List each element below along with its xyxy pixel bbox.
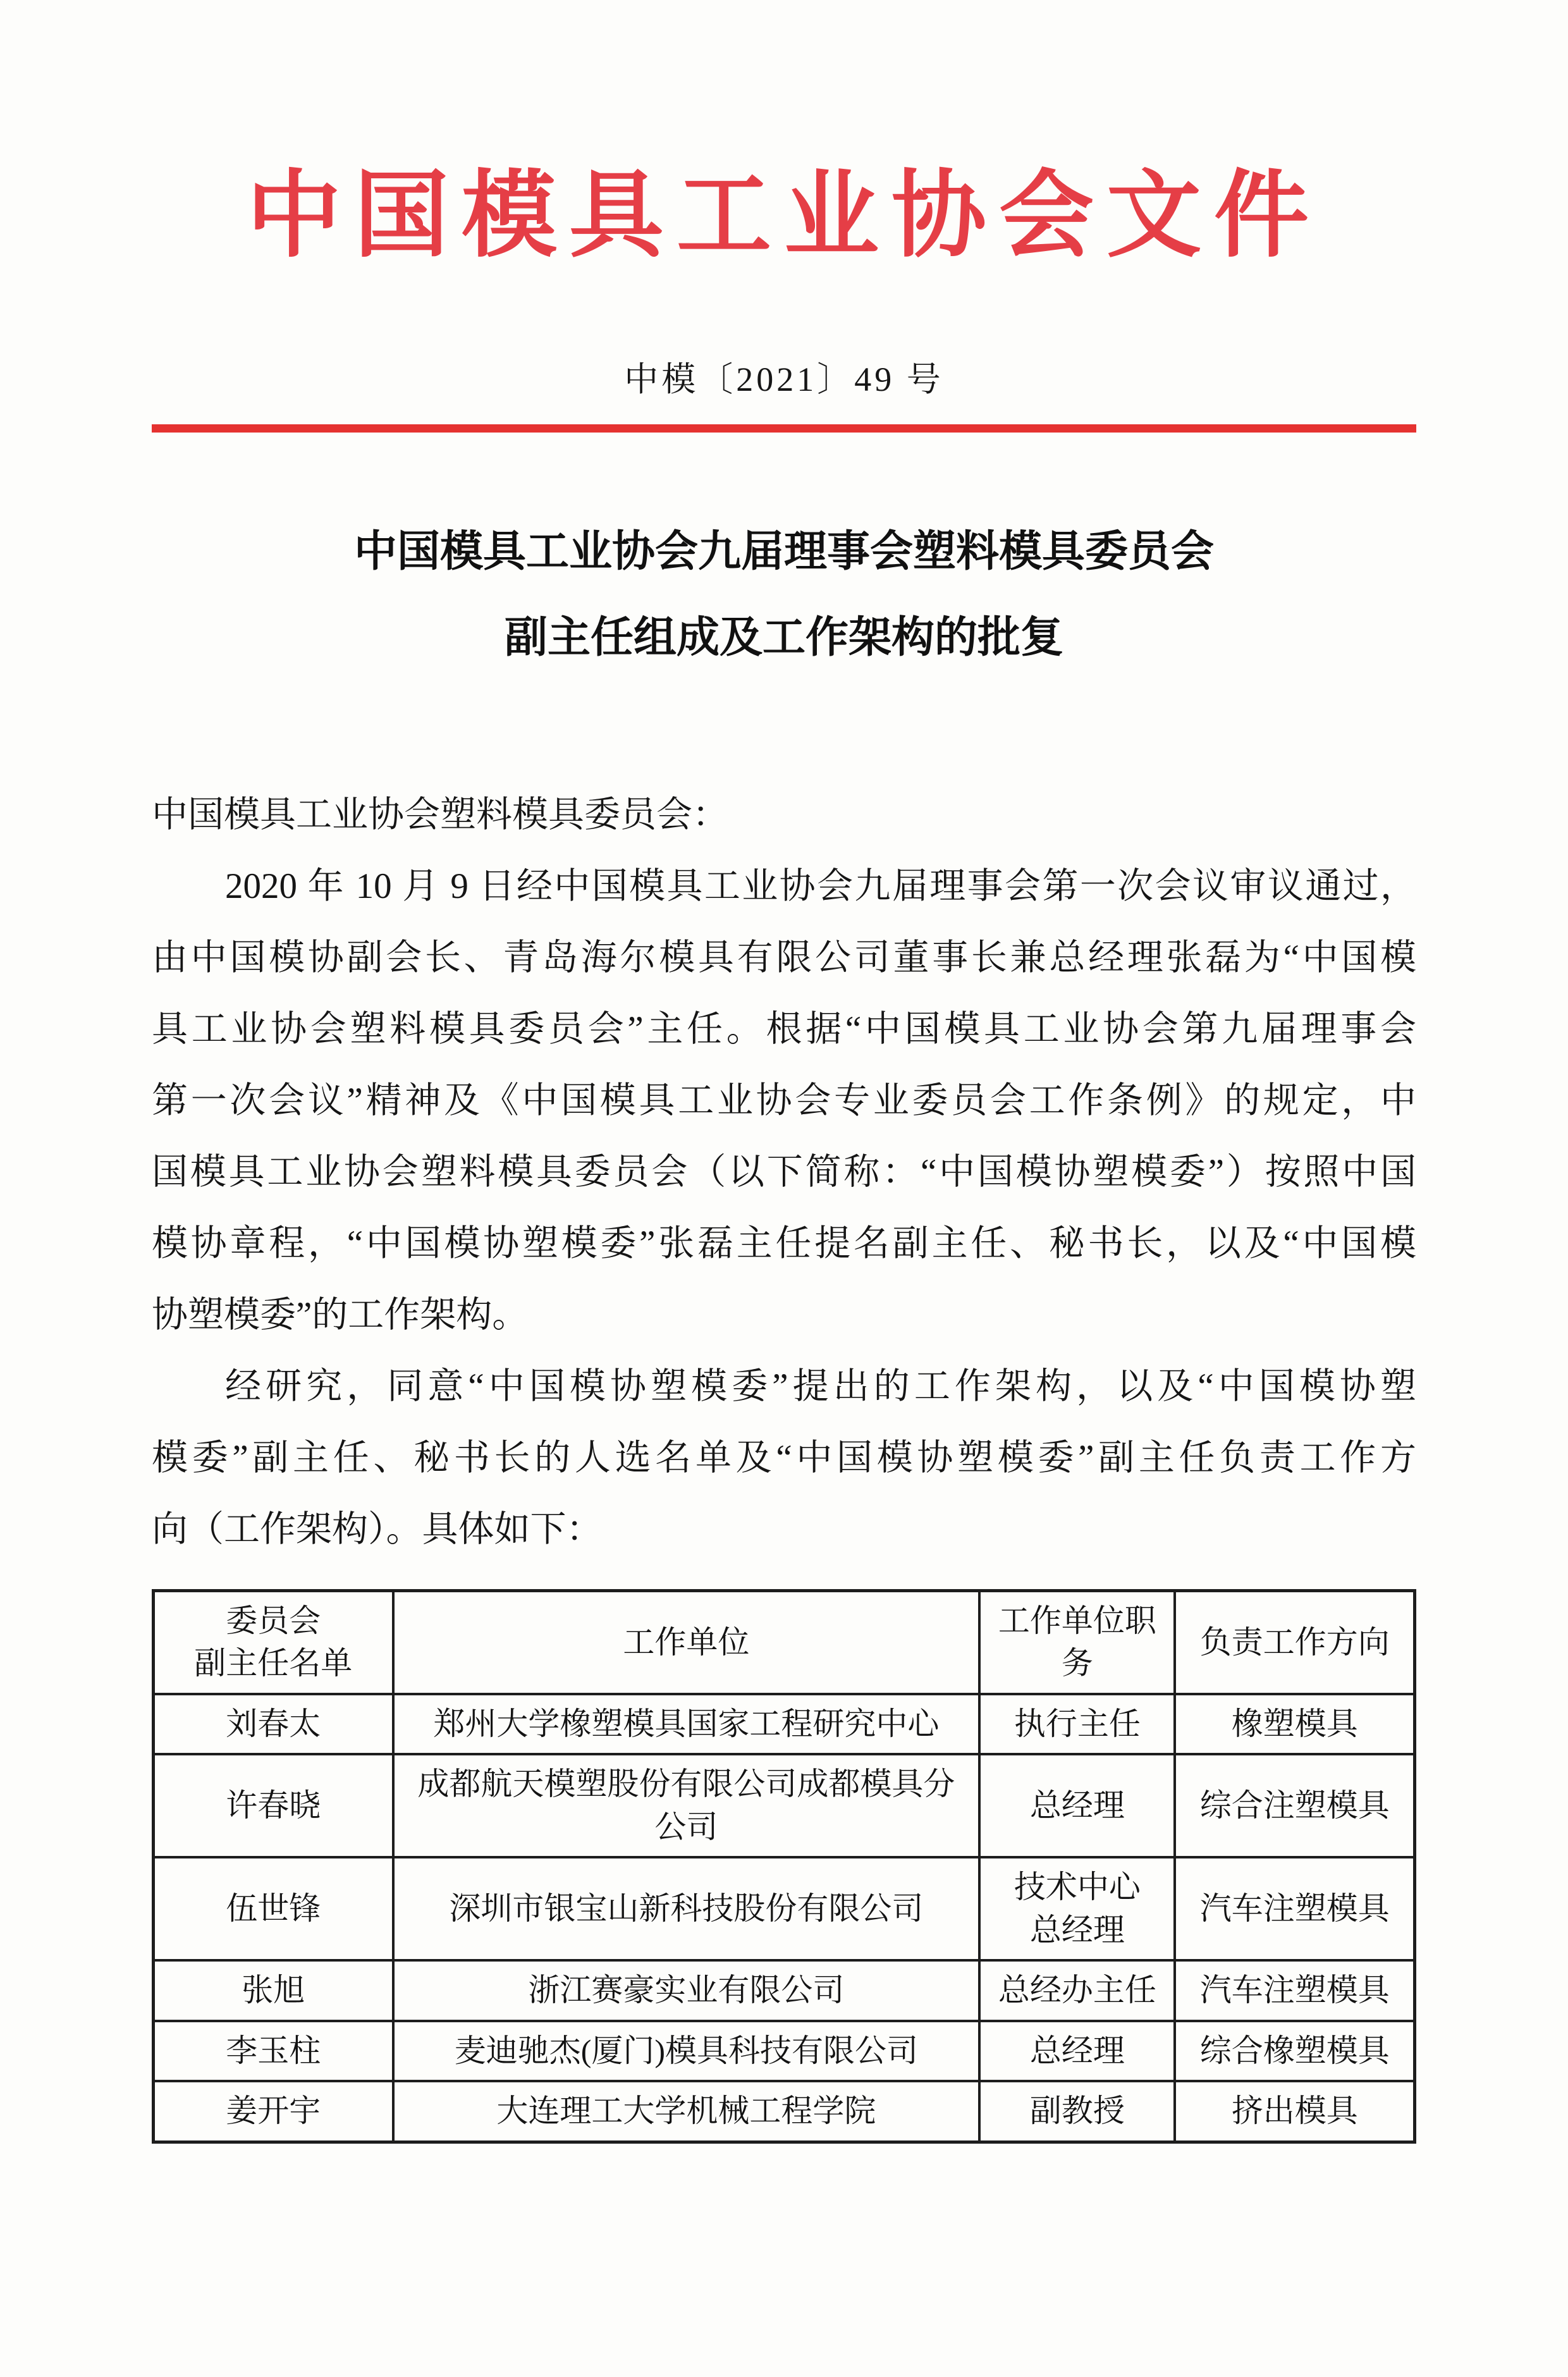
cell-direction: 汽车注塑模具: [1175, 1960, 1414, 2021]
committee-table: [152, 1589, 1416, 2144]
cell-name: 伍世锋: [154, 1857, 393, 1960]
cell-name: 姜开宇: [154, 2081, 393, 2142]
cell-position: 总经理: [979, 2021, 1175, 2082]
body-line: 协塑模委”的工作架构。: [152, 1294, 529, 1335]
cell-workunit: 深圳市银宝山新科技股份有限公司: [393, 1857, 980, 1960]
cell-name: 许春晓: [154, 1754, 393, 1857]
table-row: [154, 1960, 1415, 2021]
header-cell-direction: 负责工作方向: [1175, 1590, 1414, 1694]
document-page: [0, 159, 1568, 2377]
body-line: 2020 年 10 月 9 日经中国模具工业协会九届理事会第一次会议审议通过，: [225, 866, 1416, 906]
table-row: [154, 2021, 1415, 2082]
header-cell-workunit: 工作单位: [393, 1590, 980, 1694]
cell-name: 李玉柱: [154, 2021, 393, 2082]
cell-name: 张旭: [154, 1960, 393, 2021]
cell-position: 总经理: [979, 1754, 1175, 1857]
body-line: 具工业协会塑料模具委员会”主任。根据“中国模具工业协会第九届理事会: [152, 1009, 1416, 1049]
table-row: [154, 2081, 1415, 2142]
document-number: 中模〔2021〕49 号: [624, 360, 944, 398]
red-divider-line: [152, 424, 1416, 433]
letterhead-title: 中国模具工业协会文件: [246, 164, 1321, 269]
cell-position: 技术中心 总经理: [979, 1857, 1175, 1960]
cell-direction: 综合橡塑模具: [1175, 2021, 1414, 2082]
header-cell-position: 工作单位职 务: [979, 1590, 1175, 1694]
table-header-row: [154, 1590, 1415, 1694]
body-line: 第一次会议”精神及《中国模具工业协会专业委员会工作条例》的规定，中: [152, 1080, 1416, 1121]
table-row: [154, 1857, 1415, 1960]
body-line: 模协章程，“中国模协塑模委”张磊主任提名副主任、秘书长，以及“中国模: [152, 1223, 1416, 1263]
cell-workunit: 成都航天模塑股份有限公司成都模具分 公司: [393, 1754, 980, 1857]
body-line: 向（工作架构）。具体如下：: [152, 1509, 603, 1549]
cell-workunit: 麦迪驰杰(厦门)模具科技有限公司: [393, 2021, 980, 2082]
document-title-line1: 中国模具工业协会九届理事会塑料模具委员会: [353, 527, 1214, 575]
cell-workunit: 郑州大学橡塑模具国家工程研究中心: [393, 1694, 980, 1755]
cell-direction: 橡塑模具: [1175, 1694, 1414, 1755]
table-row: [154, 1694, 1415, 1755]
cell-position: 执行主任: [979, 1694, 1175, 1755]
table-row: [154, 1754, 1415, 1857]
document-title: [152, 508, 1416, 680]
body-line: 经研究，同意“中国模协塑模委”提出的工作架构，以及“中国模协塑: [225, 1366, 1416, 1406]
document-title-line2: 副主任组成及工作架构的批复: [504, 613, 1063, 661]
salutation-line: 中国模具工业协会塑料模具委员会：: [152, 794, 728, 835]
cell-workunit: 浙江赛豪实业有限公司: [393, 1960, 980, 2021]
document-body: [152, 779, 1416, 1565]
cell-direction: 汽车注塑模具: [1175, 1857, 1414, 1960]
cell-name: 刘春太: [154, 1694, 393, 1755]
cell-position: 副教授: [979, 2081, 1175, 2142]
cell-direction: 挤出模具: [1175, 2081, 1414, 2142]
header-cell-names: 委员会 副主任名单: [154, 1590, 393, 1694]
body-line: 模委”副主任、秘书长的人选名单及“中国模协塑模委”副主任负责工作方: [152, 1437, 1416, 1478]
body-line: 国模具工业协会塑料模具委员会（以下简称：“中国模协塑模委”）按照中国: [152, 1152, 1416, 1192]
cell-position: 总经办主任: [979, 1960, 1175, 2021]
cell-direction: 综合注塑模具: [1175, 1754, 1414, 1857]
cell-workunit: 大连理工大学机械工程学院: [393, 2081, 980, 2142]
body-line: 由中国模协副会长、青岛海尔模具有限公司董事长兼总经理张磊为“中国模: [152, 937, 1416, 978]
